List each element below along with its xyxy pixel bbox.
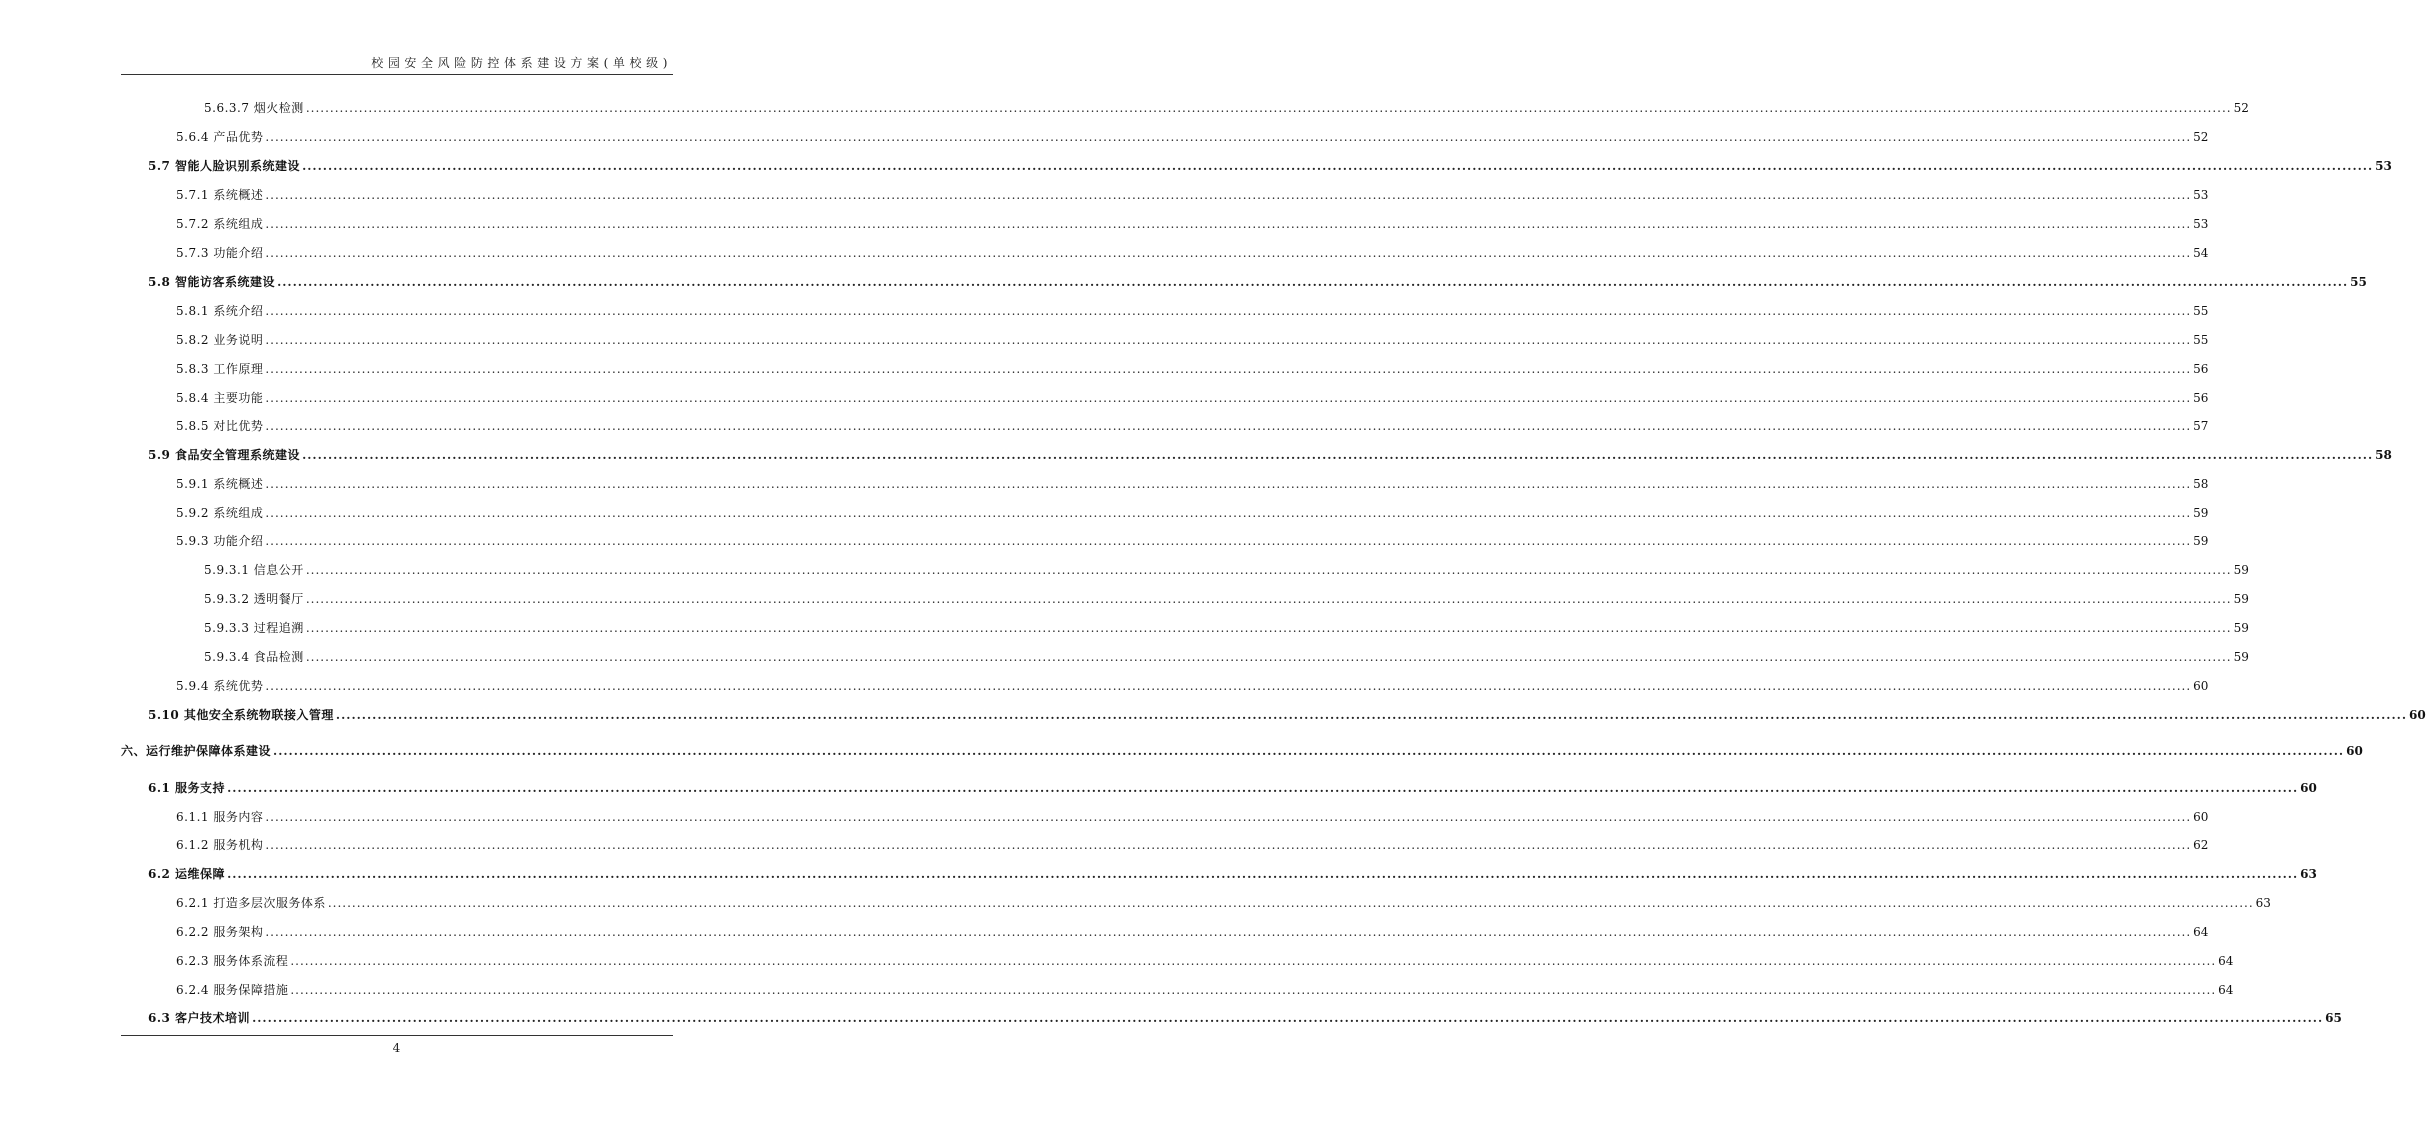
toc-leader-dots: ................................................................................................................................................................................................................................................................................................................................................................................................................ [335, 708, 2407, 722]
toc-leader-dots: ................................................................................................................................................................................................................................................................................................................................................................................................................ [227, 781, 2299, 795]
toc-leader-dots: ................................................................................................................................................................................................................................................................................................................................................................................................................ [265, 304, 2192, 318]
toc-leader-dots: ................................................................................................................................................................................................................................................................................................................................................................................................................ [305, 650, 2232, 664]
toc-entry-page: 55 [2193, 333, 2209, 347]
toc-entry-page: 60 [2193, 679, 2209, 693]
toc-entry-page: 58 [2375, 448, 2392, 462]
toc-entry-page: 56 [2193, 391, 2209, 405]
toc-entry-page: 65 [2325, 1011, 2342, 1025]
toc-leader-dots: ................................................................................................................................................................................................................................................................................................................................................................................................................ [327, 896, 2254, 910]
toc-entry-label: 5.8.5 对比优势 [176, 419, 264, 433]
toc-leader-dots: ................................................................................................................................................................................................................................................................................................................................................................................................................ [305, 592, 2232, 606]
toc-entry[interactable] [176, 211, 2209, 231]
toc-entry-label: 5.8.4 主要功能 [176, 391, 264, 405]
toc-entry[interactable] [204, 615, 2249, 635]
toc-entry[interactable] [204, 557, 2249, 577]
toc-entry[interactable] [176, 500, 2209, 520]
toc-entry[interactable] [176, 977, 2234, 997]
toc-entry-label: 6.2.4 服务保障措施 [176, 983, 289, 997]
toc-entry[interactable] [176, 385, 2209, 405]
toc-entry-page: 56 [2193, 362, 2209, 376]
toc-entry[interactable] [176, 890, 2271, 910]
toc-leader-dots: ................................................................................................................................................................................................................................................................................................................................................................................................................ [265, 534, 2192, 548]
toc-leader-dots: ................................................................................................................................................................................................................................................................................................................................................................................................................ [305, 621, 2232, 635]
footer-divider [121, 1035, 673, 1036]
toc-entry-page: 53 [2193, 217, 2209, 231]
toc-entry-label: 5.9.4 系统优势 [176, 679, 264, 693]
toc-leader-dots: ................................................................................................................................................................................................................................................................................................................................................................................................................ [277, 275, 2349, 289]
toc-leader-dots: ................................................................................................................................................................................................................................................................................................................................................................................................................ [305, 101, 2232, 115]
toc-leader-dots: ................................................................................................................................................................................................................................................................................................................................................................................................................ [265, 679, 2192, 693]
toc-entry[interactable] [148, 775, 2317, 795]
toc-entry-label: 5.7 智能人脸识别系统建设 [148, 159, 301, 173]
toc-entry-page: 59 [2233, 563, 2249, 577]
toc-entry-page: 59 [2193, 534, 2209, 548]
toc-entry-page: 59 [2233, 592, 2249, 606]
toc-entry[interactable] [148, 1005, 2342, 1025]
toc-entry[interactable] [176, 919, 2209, 939]
toc-entry-page: 60 [2193, 810, 2209, 824]
toc-entry-page: 52 [2193, 130, 2209, 144]
toc-entry[interactable] [176, 356, 2209, 376]
toc-entry-page: 64 [2218, 983, 2234, 997]
toc-entry[interactable] [176, 240, 2209, 260]
document-title: 校园安全风险防控体系建设方案(单校级) [371, 56, 672, 70]
toc-entry-label: 5.9.3.2 透明餐厅 [204, 592, 304, 606]
toc-entry-label: 5.9.3 功能介绍 [176, 534, 264, 548]
toc-leader-dots: ................................................................................................................................................................................................................................................................................................................................................................................................................ [305, 563, 2232, 577]
toc-entry-label: 5.7.3 功能介绍 [176, 246, 264, 260]
toc-leader-dots: ................................................................................................................................................................................................................................................................................................................................................................................................................ [227, 867, 2299, 881]
toc-entry-page: 55 [2193, 304, 2209, 318]
toc-leader-dots: ................................................................................................................................................................................................................................................................................................................................................................................................................ [265, 362, 2192, 376]
toc-entry[interactable] [204, 644, 2249, 664]
toc-entry-label: 5.9.2 系统组成 [176, 506, 264, 520]
toc-entry-label: 5.9.3.1 信息公开 [204, 563, 304, 577]
toc-entry-label: 5.6.3.7 烟火检测 [204, 101, 304, 115]
toc-entry[interactable] [204, 95, 2249, 115]
toc-entry-label: 6.1.1 服务内容 [176, 810, 264, 824]
toc-entry-page: 57 [2193, 419, 2209, 433]
toc-entry-page: 53 [2375, 159, 2392, 173]
toc-entry-page: 59 [2233, 621, 2249, 635]
toc-entry-label: 6.2.3 服务体系流程 [176, 954, 289, 968]
toc-entry[interactable] [148, 153, 2392, 173]
toc-leader-dots: ................................................................................................................................................................................................................................................................................................................................................................................................................ [302, 159, 2374, 173]
toc-entry[interactable] [176, 327, 2209, 347]
toc-leader-dots: ................................................................................................................................................................................................................................................................................................................................................................................................................ [290, 954, 2217, 968]
toc-entry-page: 59 [2193, 506, 2209, 520]
toc-leader-dots: ................................................................................................................................................................................................................................................................................................................................................................................................................ [265, 130, 2192, 144]
toc-entry-page: 52 [2233, 101, 2249, 115]
toc-entry-label: 5.8 智能访客系统建设 [148, 275, 276, 289]
toc-entry-label: 5.6.4 产品优势 [176, 130, 264, 144]
toc-entry-page: 64 [2193, 925, 2209, 939]
toc-entry-label: 5.9.3.3 过程追溯 [204, 621, 304, 635]
toc-entry-label: 6.1 服务支持 [148, 781, 226, 795]
toc-entry[interactable] [148, 861, 2317, 881]
toc-entry-page: 60 [2300, 781, 2317, 795]
toc-leader-dots: ................................................................................................................................................................................................................................................................................................................................................................................................................ [265, 333, 2192, 347]
toc-leader-dots: ................................................................................................................................................................................................................................................................................................................................................................................................................ [273, 744, 2345, 758]
toc-entry-label: 6.1.2 服务机构 [176, 838, 264, 852]
toc-entry[interactable] [148, 269, 2367, 289]
toc-entry[interactable] [176, 298, 2209, 318]
toc-entry[interactable] [176, 413, 2209, 433]
toc-leader-dots: ................................................................................................................................................................................................................................................................................................................................................................................................................ [290, 983, 2217, 997]
toc-leader-dots: ................................................................................................................................................................................................................................................................................................................................................................................................................ [265, 419, 2192, 433]
toc-entry-label: 5.7.2 系统组成 [176, 217, 264, 231]
toc-entry-page: 63 [2255, 896, 2271, 910]
toc-leader-dots: ................................................................................................................................................................................................................................................................................................................................................................................................................ [265, 925, 2192, 939]
toc-entry-page: 53 [2193, 188, 2209, 202]
toc-leader-dots: ................................................................................................................................................................................................................................................................................................................................................................................................................ [265, 391, 2192, 405]
page-number: 4 [392, 1041, 401, 1055]
toc-entry-label: 6.2.2 服务架构 [176, 925, 264, 939]
toc-entry[interactable] [176, 948, 2234, 968]
toc-entry[interactable] [176, 528, 2209, 548]
toc-entry-label: 5.9.3.4 食品检测 [204, 650, 304, 664]
toc-entry-label: 5.8.2 业务说明 [176, 333, 264, 347]
toc-entry-page: 60 [2409, 708, 2426, 722]
toc-entry-page: 63 [2300, 867, 2317, 881]
toc-entry[interactable] [176, 182, 2209, 202]
toc-entry-page: 60 [2346, 744, 2363, 758]
toc-leader-dots: ................................................................................................................................................................................................................................................................................................................................................................................................................ [265, 810, 2192, 824]
toc-entry-page: 64 [2218, 954, 2234, 968]
toc-leader-dots: ................................................................................................................................................................................................................................................................................................................................................................................................................ [265, 188, 2192, 202]
toc-entry-page: 59 [2233, 650, 2249, 664]
toc-entry-page: 58 [2193, 477, 2209, 491]
toc-entry-label: 5.9 食品安全管理系统建设 [148, 448, 301, 462]
toc-leader-dots: ................................................................................................................................................................................................................................................................................................................................................................................................................ [265, 477, 2192, 491]
toc-leader-dots: ................................................................................................................................................................................................................................................................................................................................................................................................................ [265, 217, 2192, 231]
toc-entry-page: 54 [2193, 246, 2209, 260]
toc-entry-label: 5.8.1 系统介绍 [176, 304, 264, 318]
toc-entry-label: 5.10 其他安全系统物联接入管理 [148, 708, 334, 722]
toc-entry[interactable] [176, 124, 2209, 144]
toc-entry[interactable] [121, 738, 2363, 758]
toc-entry[interactable] [176, 471, 2209, 491]
toc-entry-label: 6.2 运维保障 [148, 867, 226, 881]
toc-entry-label: 6.2.1 打造多层次服务体系 [176, 896, 326, 910]
toc-entry-label: 6.3 客户技术培训 [148, 1011, 251, 1025]
toc-entry[interactable] [176, 673, 2209, 693]
toc-leader-dots: ................................................................................................................................................................................................................................................................................................................................................................................................................ [302, 448, 2374, 462]
toc-leader-dots: ................................................................................................................................................................................................................................................................................................................................................................................................................ [265, 246, 2192, 260]
toc-entry-label: 5.7.1 系统概述 [176, 188, 264, 202]
toc-leader-dots: ................................................................................................................................................................................................................................................................................................................................................................................................................ [265, 506, 2192, 520]
toc-entry-page: 62 [2193, 838, 2209, 852]
toc-entry[interactable] [176, 804, 2209, 824]
toc-leader-dots: ................................................................................................................................................................................................................................................................................................................................................................................................................ [252, 1011, 2324, 1025]
toc-entry[interactable] [204, 586, 2249, 606]
toc-entry-label: 六、运行维护保障体系建设 [121, 744, 272, 758]
toc-entry-label: 5.8.3 工作原理 [176, 362, 264, 376]
toc-entry[interactable] [148, 702, 2426, 722]
toc-entry-page: 55 [2350, 275, 2367, 289]
toc-entry[interactable] [176, 832, 2209, 852]
toc-leader-dots: ................................................................................................................................................................................................................................................................................................................................................................................................................ [265, 838, 2192, 852]
toc-entry[interactable] [148, 442, 2392, 462]
toc-entry-label: 5.9.1 系统概述 [176, 477, 264, 491]
